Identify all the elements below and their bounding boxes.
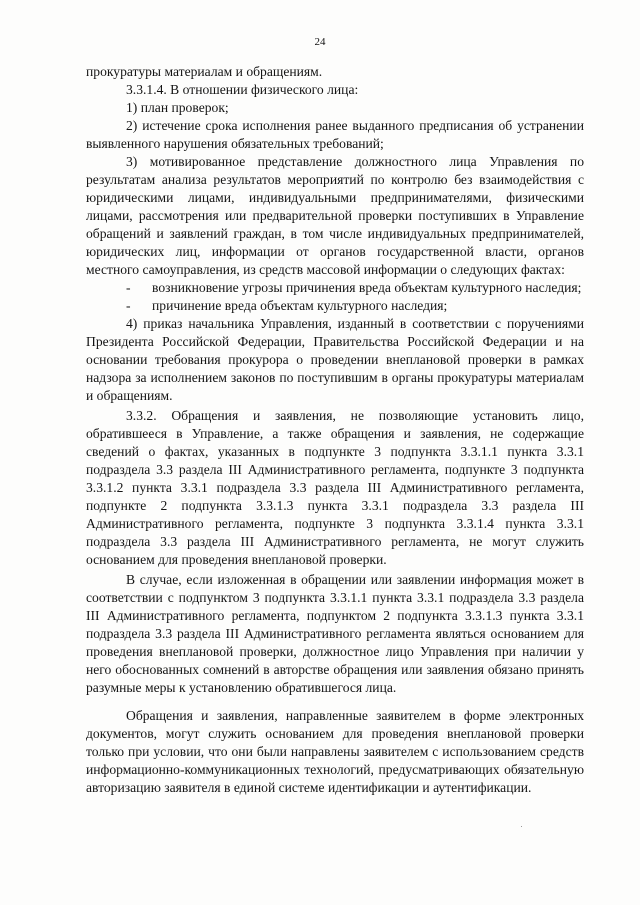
dash-marker: - [126,280,131,295]
paragraph-case: В случае, если изложенная в обращении или заявлении информация может в соответствии с подпунктом 3 подпункта 3.3.1.1 пункта 3.3.1 подраздела 3.3 раздела III Административного регламента, подпунктом 2 подпункта 3.3.1.3 пункта 3.3.1 подраздела 3.3 раздела III Административного регламента являться основанием для проведения внеплановой проверки, должностное лицо Управления при наличии у него обоснованных сомнений в авторстве обращения или заявления обязано принять разумные меры к установлению обратившегося лица. [86,572,584,695]
dash-marker: - [126,298,131,313]
list-item-4: 4) приказ начальника Управления, изданный в соответствии с поручениями Президента Российской Федерации, Правительства Российской Федерации и на основании требования прокурора о проведении внеплановой проверки в рамках надзора за исполнением законов по поступившим в органы прокуратуры материалам и обращениям. [86,316,584,403]
dash-item-harm [86,297,584,315]
clause-3-3-2: 3.3.2. Обращения и заявления, не позволяющие установить лицо, обратившееся в Управление, а также обращения и заявления, не содержащие сведений о фактах, указанных в подпункте 3 подпункта 3.3.1.1 пункта 3.3.1 подраздела 3.3 раздела III Административного регламента, подпункте 3 подпункта 3.3.1.2 пункта 3.3.1 подраздела 3.3 раздела III Административного регламента, подпункте 2 подпункта 3.3.1.3 пункта 3.3.1 подраздела 3.3 раздела III Административного регламента, подпункте 3 подпункта 3.3.1.4 пункта 3.3.1 подраздела 3.3 раздела III Административного регламента, не могут служить основанием для проведения внеплановой проверки. [86,408,584,567]
clause-3-3-1-4-heading: 3.3.1.4. В отношении физического лица: [126,82,359,97]
document-body [86,63,584,797]
list-item-3: 3) мотивированное представление должностного лица Управления по результатам анализа результатов мероприятий по контролю без взаимодействия с юридическими лицами, индивидуальными предпринимателями, физическими лицами, рассмотрения или предварительной проверки поступивших в Управление обращений и заявлений граждан, в том числе индивидуальных предпринимателей, юридических лиц, информации от органов государственной власти, органов местного самоуправления, из средств массовой информации о следующих фактах: [86,154,584,277]
list-item-2: 2) истечение срока исполнения ранее выданного предписания об устранении выявленного нарушения обязательных требований; [86,118,584,151]
list-item-1: 1) план проверок; [126,100,229,115]
paragraph-continuation: прокуратуры материалам и обращениям. [86,64,323,79]
paragraph-electronic-documents: Обращения и заявления, направленные заявителем в форме электронных документов, могут служить основанием для проведения внеплановой проверки только при условии, что они были направлены заявителем с использованием средств информационно-коммуникационных технологий, предусматривающих обязательную авторизацию заявителя в единой системе идентификации и аутентификации. [86,708,584,795]
dash-item-text: причинение вреда объектам культурного наследия; [152,298,448,313]
dash-item-threat [86,279,584,297]
dash-item-text: возникновение угрозы причинения вреда объектам культурного наследия; [152,280,582,295]
scan-speck [521,826,522,827]
page-number: 24 [314,36,326,48]
